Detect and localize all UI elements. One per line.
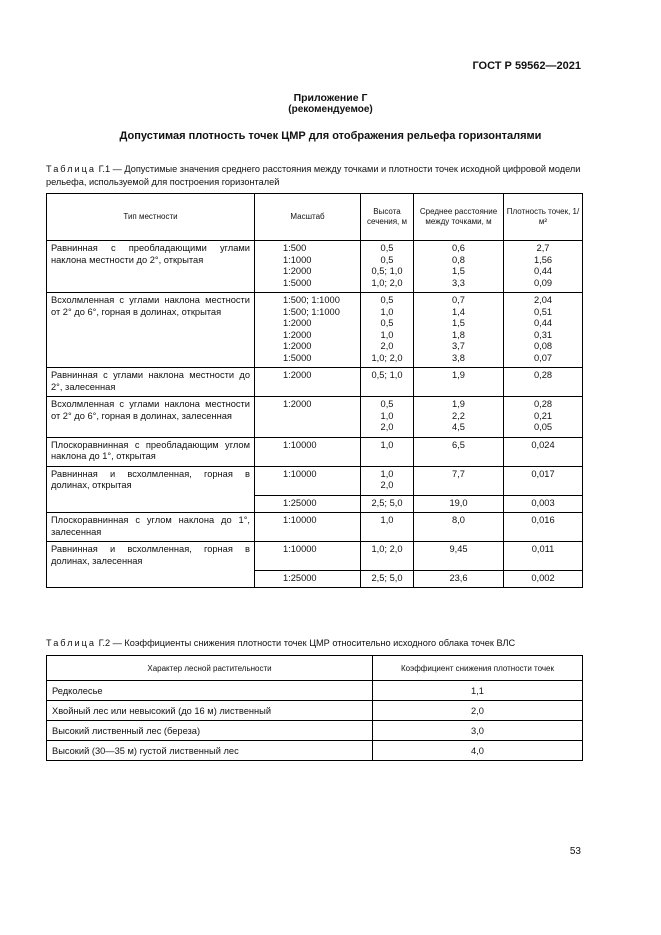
- cell-line: 4,5: [452, 422, 465, 432]
- cell-mean-distance: [414, 495, 504, 513]
- cell-terrain-type: Равнинная с углами наклона местности до 2°, залесенная: [47, 368, 255, 397]
- cell-line: 1:25000: [283, 572, 317, 583]
- cell-line: 3,7: [452, 341, 465, 351]
- cell-scale: [255, 241, 361, 293]
- cell-line: 0,5: [380, 243, 394, 253]
- cell-line: 3,8: [452, 352, 465, 363]
- cell-line: 19,0: [449, 497, 468, 508]
- cell-line: 2,0: [380, 341, 394, 351]
- cell-line: 2,2: [452, 410, 465, 421]
- table2-caption-text: Г.2 — Коэффициенты снижения плотности точек ЦМР относительно исходного облака точек ВЛС: [96, 638, 516, 648]
- cell-forest-type: Высокий (30—35 м) густой лиственный лес: [47, 741, 373, 761]
- cell-point-density: [504, 368, 583, 397]
- column-header-mean-distance: Среднее расстояние между точками, м: [414, 194, 504, 241]
- cell-line: 6,5: [452, 439, 465, 450]
- cell-mean-distance: [414, 241, 504, 293]
- cell-terrain-type: Плоскоравнинная с преобладающим углом наклона до 1°, открытая: [47, 437, 255, 466]
- cell-line: 2,0: [380, 422, 394, 432]
- cell-line: 1:2000: [283, 399, 312, 409]
- cell-terrain-type: Всхолмленная с углами наклона местности от 2° до 6°, горная в долинах, залесенная: [47, 397, 255, 438]
- cell-terrain-type: [47, 570, 255, 588]
- cell-contour-interval: [361, 542, 414, 571]
- cell-line: 1:5000: [283, 352, 312, 363]
- cell-line: 0,002: [531, 572, 555, 583]
- table-header-row: [47, 194, 583, 241]
- cell-point-density: [504, 241, 583, 293]
- cell-scale: [255, 293, 361, 368]
- cell-line: 1:10000: [283, 439, 317, 450]
- table-row: [47, 466, 583, 495]
- cell-line: 0,09: [533, 277, 553, 288]
- cell-line: 0,08: [533, 341, 553, 351]
- cell-point-density: [504, 293, 583, 368]
- cell-line: 0,5: [380, 318, 394, 328]
- reduction-coefficient-table: [46, 655, 583, 761]
- column-header-terrain-type: Тип местности: [47, 194, 255, 241]
- cell-mean-distance: [414, 513, 504, 542]
- cell-line: 8,0: [452, 515, 465, 525]
- cell-line: 0,5; 1,0: [371, 266, 403, 276]
- cell-line: 0,003: [531, 497, 555, 508]
- table-row: [47, 495, 583, 513]
- cell-line: 1,0; 2,0: [371, 277, 403, 288]
- column-header-forest-type: Характер лесной растительности: [47, 656, 373, 681]
- cell-mean-distance: [414, 466, 504, 495]
- cell-line: 1,4: [452, 306, 465, 317]
- cell-line: 1,0: [380, 468, 394, 479]
- cell-point-density: [504, 542, 583, 571]
- table2-caption: [46, 637, 586, 650]
- table1-caption-prefix: Таблица: [46, 164, 97, 174]
- cell-forest-type: Хвойный лес или невысокий (до 16 м) лиственный: [47, 701, 373, 721]
- cell-line: 1,0: [380, 329, 394, 340]
- cell-terrain-type: Равнинная и всхолмленная, горная в долинах, залесенная: [47, 542, 255, 571]
- table-header-row: [47, 656, 583, 681]
- cell-line: 0,016: [531, 515, 555, 525]
- cell-line: 23,6: [449, 572, 468, 583]
- table1-caption: [46, 163, 586, 188]
- cell-mean-distance: [414, 570, 504, 588]
- cell-line: 0,28: [533, 370, 553, 380]
- cell-line: 0,8: [452, 254, 465, 265]
- cell-line: 1,56: [533, 254, 553, 265]
- cell-line: 2,5; 5,0: [371, 572, 403, 583]
- cell-terrain-type: Всхолмленная с углами наклона местности от 2° до 6°, горная в долинах, открытая: [47, 293, 255, 368]
- cell-line: 1:2000: [283, 370, 312, 380]
- cell-line: 1:500; 1:1000: [283, 295, 340, 305]
- cell-point-density: [504, 570, 583, 588]
- column-header-contour-interval: Высота сечения, м: [361, 194, 414, 241]
- cell-line: 0,7: [452, 295, 465, 305]
- cell-scale: [255, 466, 361, 495]
- table1-caption-text: Г.1 — Допустимые значения среднего расстояния между точками и плотности точек исходной цифровой модели рельефа, используемой для построения горизонталей: [46, 164, 581, 187]
- appendix-subtitle: (рекомендуемое): [288, 104, 373, 115]
- cell-contour-interval: [361, 466, 414, 495]
- cell-line: 1,0: [380, 515, 394, 525]
- cell-mean-distance: [414, 542, 504, 571]
- cell-contour-interval: [361, 241, 414, 293]
- cell-mean-distance: [414, 437, 504, 466]
- cell-coefficient: 3,0: [373, 721, 583, 741]
- cell-line: 1:500; 1:1000: [283, 306, 340, 317]
- cell-line: 1,0: [380, 306, 394, 317]
- cell-contour-interval: [361, 570, 414, 588]
- cell-forest-type: Высокий лиственный лес (береза): [47, 721, 373, 741]
- cell-line: 1:25000: [283, 497, 317, 508]
- cell-line: 0,21: [533, 410, 553, 421]
- cell-line: 2,04: [533, 295, 553, 305]
- table-row: [47, 437, 583, 466]
- cell-line: 1,5: [452, 318, 465, 328]
- column-header-scale: Масштаб: [255, 194, 361, 241]
- table-row: [47, 368, 583, 397]
- appendix-title: Приложение Г: [293, 92, 368, 104]
- cell-line: 3,3: [452, 277, 465, 288]
- cell-line: 0,07: [533, 352, 553, 363]
- cell-line: 0,5; 1,0: [371, 370, 403, 380]
- cell-line: 9,45: [449, 544, 468, 554]
- cell-line: 0,5: [380, 295, 394, 305]
- cell-mean-distance: [414, 397, 504, 438]
- table-row: [47, 241, 583, 293]
- cell-point-density: [504, 466, 583, 495]
- cell-line: 1:2000: [283, 266, 312, 276]
- cell-line: 1,0: [380, 410, 394, 421]
- cell-line: 1:1000: [283, 254, 312, 265]
- cell-contour-interval: [361, 513, 414, 542]
- cell-line: 2,7: [536, 243, 550, 253]
- column-header-point-density: Плотность точек, 1/м²: [504, 194, 583, 241]
- table-row: [47, 741, 583, 761]
- cell-scale: [255, 513, 361, 542]
- cell-line: 0,5: [380, 254, 394, 265]
- cell-line: 1,9: [452, 370, 465, 380]
- cell-line: 1:10000: [283, 468, 317, 479]
- cell-line: 0,44: [533, 266, 553, 276]
- cell-line: 0,28: [533, 399, 553, 409]
- cell-scale: [255, 437, 361, 466]
- cell-contour-interval: [361, 397, 414, 438]
- cell-terrain-type: Равнинная с преобладающими углами наклона местности до 2°, открытая: [47, 241, 255, 293]
- table-row: [47, 701, 583, 721]
- cell-line: 1,0: [380, 439, 394, 450]
- cell-line: 1:2000: [283, 341, 312, 351]
- cell-line: 2,5; 5,0: [371, 497, 403, 508]
- cell-line: 1,9: [452, 399, 465, 409]
- table-row: [47, 570, 583, 588]
- cell-point-density: [504, 397, 583, 438]
- cell-line: 0,5: [380, 399, 394, 409]
- cell-scale: [255, 495, 361, 513]
- cell-scale: [255, 570, 361, 588]
- section-title: Допустимая плотность точек ЦМР для отображения рельефа горизонталями: [119, 130, 542, 142]
- cell-terrain-type: Равнинная и всхолмленная, горная в долинах, открытая: [47, 466, 255, 495]
- cell-line: 1:10000: [283, 544, 317, 554]
- cell-line: 0,31: [533, 329, 553, 340]
- table-row: [47, 681, 583, 701]
- cell-terrain-type: Плоскоравнинная с углом наклона до 1°, залесенная: [47, 513, 255, 542]
- cell-line: 1:500: [283, 243, 307, 253]
- table-row: [47, 293, 583, 368]
- cell-line: 2,0: [380, 480, 394, 490]
- cell-coefficient: 2,0: [373, 701, 583, 721]
- document-id: ГОСТ Р 59562—2021: [472, 60, 581, 72]
- cell-line: 1,0; 2,0: [371, 352, 403, 363]
- cell-contour-interval: [361, 368, 414, 397]
- table-row: [47, 513, 583, 542]
- cell-forest-type: Редколесье: [47, 681, 373, 701]
- table-row: [47, 397, 583, 438]
- cell-scale: [255, 397, 361, 438]
- cell-line: 1,0; 2,0: [371, 544, 403, 554]
- cell-line: 1:5000: [283, 277, 312, 288]
- table-row: [47, 721, 583, 741]
- page-number: 53: [569, 846, 581, 857]
- cell-line: 0,024: [531, 439, 555, 450]
- cell-terrain-type: [47, 495, 255, 513]
- cell-line: 0,51: [533, 306, 553, 317]
- cell-scale: [255, 542, 361, 571]
- cell-contour-interval: [361, 495, 414, 513]
- cell-coefficient: 4,0: [373, 741, 583, 761]
- cell-line: 1:2000: [283, 318, 312, 328]
- cell-scale: [255, 368, 361, 397]
- cell-line: 1,5: [452, 266, 465, 276]
- cell-contour-interval: [361, 293, 414, 368]
- cell-coefficient: 1,1: [373, 681, 583, 701]
- cell-line: 1,8: [452, 329, 465, 340]
- cell-mean-distance: [414, 293, 504, 368]
- cell-point-density: [504, 495, 583, 513]
- cell-line: 0,6: [452, 243, 465, 253]
- cell-line: 0,44: [533, 318, 553, 328]
- column-header-coefficient: Коэффициент снижения плотности точек: [373, 656, 583, 681]
- cell-line: 0,017: [531, 468, 555, 479]
- cell-mean-distance: [414, 368, 504, 397]
- cell-contour-interval: [361, 437, 414, 466]
- cell-point-density: [504, 513, 583, 542]
- density-table: [46, 193, 583, 588]
- cell-line: 0,011: [531, 544, 555, 554]
- cell-line: 1:2000: [283, 329, 312, 340]
- table2-caption-prefix: Таблица: [46, 638, 97, 648]
- cell-point-density: [504, 437, 583, 466]
- table-row: [47, 542, 583, 571]
- cell-line: 1:10000: [283, 515, 317, 525]
- cell-line: 7,7: [452, 468, 465, 479]
- cell-line: 0,05: [533, 422, 553, 432]
